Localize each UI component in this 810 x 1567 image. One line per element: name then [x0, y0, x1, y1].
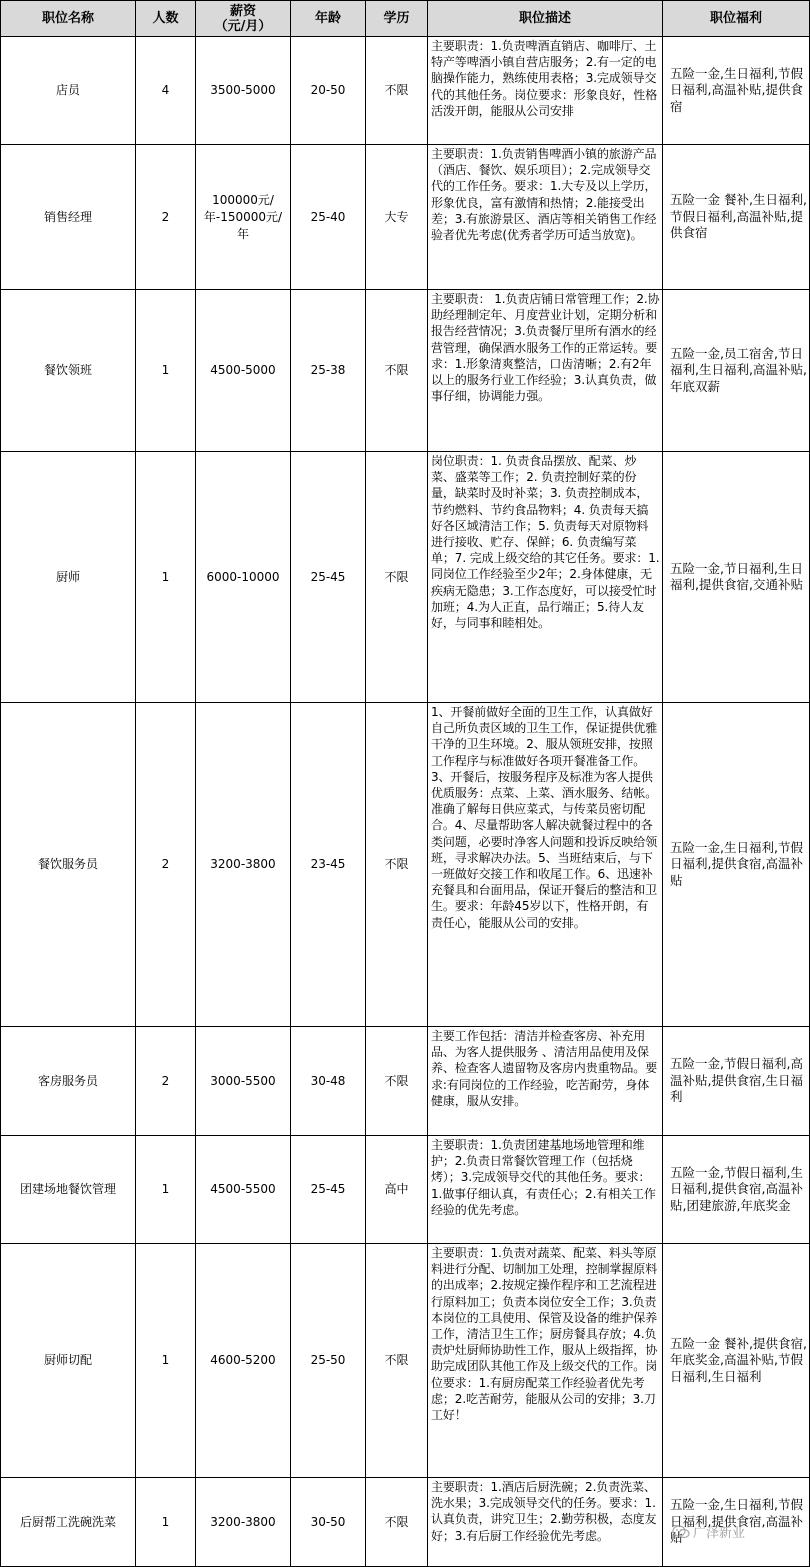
job-education: 不限 [366, 1478, 428, 1567]
job-name: 餐饮领班 [1, 290, 136, 452]
job-education: 大专 [366, 145, 428, 290]
job-description: 主要职责：1.负责对蔬菜、配菜、料头等原料进行分配、切制加工处理，控制掌握原料的出成率；2.按规定操作程序和工艺流程进行原料加工；负责本岗位安全工作；3.负责本岗位的工具使用、保管及设备的维护保养工作，清洁卫生工作；厨房餐具存放；4.负责炉灶厨师协助性工作，服从上级指挥，协助完成团队其他工作及上级交代的工作。岗位要求：1.有厨房配菜工作经验者优先考虑；2.吃苦耐劳，能服从公司的安排；3.刀工好！ [428, 1244, 663, 1478]
job-description: 主要职责：1.负责团建基地场地管理和维护；2.负责日常餐饮管理工作（包括烧烤）；3.完成领导交代的其他任务。要求：1.做事仔细认真，有责任心；2.有相关工作经验的优先考虑。 [428, 1136, 663, 1244]
job-benefits: 五险一金 餐补,生日福利,节假日福利,高温补贴,提供食宿 [663, 145, 810, 290]
table-row [1, 703, 810, 1027]
job-education: 高中 [366, 1136, 428, 1244]
job-name: 团建场地餐饮管理 [1, 1136, 136, 1244]
job-benefits: 五险一金,节日福利,生日福利,提供食宿,交通补贴 [663, 452, 810, 703]
job-salary: 3500-5000 [196, 37, 291, 145]
header-education: 学历 [366, 1, 428, 37]
job-age: 25-45 [291, 452, 366, 703]
job-count: 1 [136, 1244, 196, 1478]
job-name: 销售经理 [1, 145, 136, 290]
table-row [1, 452, 810, 703]
job-description: 主要职责：1.负责销售啤酒小镇的旅游产品（酒店、餐饮、娱乐项目）；2.完成领导交代的工作任务。要求：1.大专及以上学历，形象优良，富有激情和热情；2.能接受出差；3.有旅游景区、酒店等相关销售工作经验者优先考虑(优秀者学历可适当放宽)。 [428, 145, 663, 290]
job-name: 后厨帮工洗碗洗菜 [1, 1478, 136, 1567]
job-benefits: 五险一金,员工宿舍,节日福利,生日福利,高温补贴,年底双薪 [663, 290, 810, 452]
job-description: 1、开餐前做好全面的卫生工作，认真做好自己所负责区域的卫生工作，保证提供优雅干净的卫生环境。2、服从领班安排，按照工作程序与标准做好各项开餐准备工作。3、开餐后，按服务程序及标准为客人提供优质服务：点菜、上菜、酒水服务、结帐。准确了解每日供应菜式，与传菜员密切配合。4、尽量帮助客人解决就餐过程中的各类问题，必要时净客人问题和投诉反映给领班，寻求解决办法。5、当班结束后，与下一班做好交接工作和收尾工作。6、迅速补充餐具和台面用品，保证开餐后的整洁和卫生。要求：年龄45岁以下，性格开朗，有责任心，能服从公司的安排。 [428, 703, 663, 1027]
job-name: 厨师切配 [1, 1244, 136, 1478]
header-benefits: 职位福利 [663, 1, 810, 37]
job-age: 25-40 [291, 145, 366, 290]
job-description: 主要工作包括：清洁并检查客房、补充用品、为客人提供服务 、清洁用品使用及保养、检查客人遗留物及客房内贵重物品。要求:有同岗位的工作经验，吃苦耐劳，身体健康，服从安排。 [428, 1027, 663, 1136]
job-name: 店员 [1, 37, 136, 145]
job-age: 25-38 [291, 290, 366, 452]
job-salary: 4500-5000 [196, 290, 291, 452]
table-row [1, 1136, 810, 1244]
job-count: 2 [136, 703, 196, 1027]
table-row [1, 1244, 810, 1478]
table-row [1, 37, 810, 145]
job-salary: 4500-5500 [196, 1136, 291, 1244]
job-description: 岗位职责：1. 负责食品摆放、配菜、炒菜、盛菜等工作；2. 负责控制好菜的份量，缺菜时及时补菜；3. 负责控制成本，节约燃料、节约食品物料；4. 负责每天搞好各区域清洁工作；5. 负责每天对原物料进行接收、贮存、保鲜；6. 负责编写菜单；7. 完成上级交给的其它任务。要求：1.同岗位工作经验至少2年；2.身体健康，无疾病无隐患；3.工作态度好，可以接受忙时加班；4.为人正直，品行端正；5.待人友好，与同事和睦相处。 [428, 452, 663, 703]
table-row [1, 1027, 810, 1136]
job-benefits: 五险一金,节假日福利,高温补贴,提供食宿,生日福利 [663, 1027, 810, 1136]
job-name: 客房服务员 [1, 1027, 136, 1136]
wechat-bubble-icon [672, 1525, 690, 1539]
job-count: 4 [136, 37, 196, 145]
job-education: 不限 [366, 1027, 428, 1136]
job-salary: 3200-3800 [196, 1478, 291, 1567]
watermark-text: 广泽新业 [693, 1526, 746, 1541]
job-benefits: 五险一金,生日福利,节假日福利,高温补贴,提供食宿 [663, 37, 810, 145]
job-education: 不限 [366, 703, 428, 1027]
job-count: 1 [136, 1136, 196, 1244]
job-benefits: 五险一金,生日福利,节假日福利,提供食宿,高温补贴 [663, 1478, 810, 1567]
job-benefits: 五险一金,节假日福利,生日福利,提供食宿,高温补贴,团建旅游,年底奖金 [663, 1136, 810, 1244]
job-age: 25-50 [291, 1244, 366, 1478]
header-name: 职位名称 [1, 1, 136, 37]
job-count: 1 [136, 1478, 196, 1567]
job-description: 主要职责： 1.负责店铺日常管理工作；2.协助经理制定年、月度营业计划，定期分析和报告经营情况；3.负责餐厅里所有酒水的经营管理，确保酒水服务工作的正常运转。要求：1.形象清爽整洁，口齿清晰；2.有2年以上的服务行业工作经验；3.认真负责，做事仔细，协调能力强。 [428, 290, 663, 452]
job-education: 不限 [366, 452, 428, 703]
job-salary: 100000元/年-150000元/年 [196, 145, 291, 290]
job-education: 不限 [366, 37, 428, 145]
job-count: 1 [136, 452, 196, 703]
header-age: 年龄 [291, 1, 366, 37]
job-salary: 6000-10000 [196, 452, 291, 703]
job-description: 主要职责：1.负责啤酒直销店、咖啡厅、土特产等啤酒小镇自营店服务；2.有一定的电脑操作能力，熟练使用表格；3.完成领导交代的其他任务。岗位要求：形象良好，性格活泼开朗，能服从公司安排 [428, 37, 663, 145]
job-education: 不限 [366, 290, 428, 452]
job-name: 餐饮服务员 [1, 703, 136, 1027]
job-count: 2 [136, 1027, 196, 1136]
job-salary: 4600-5200 [196, 1244, 291, 1478]
header-row [1, 1, 810, 37]
job-salary: 3000-5500 [196, 1027, 291, 1136]
job-benefits: 五险一金 餐补,提供食宿,年底奖金,高温补贴,节假日福利,生日福利 [663, 1244, 810, 1478]
job-age: 20-50 [291, 37, 366, 145]
header-salary-line1: 薪资 [229, 3, 256, 19]
header-salary-line2: （元/月） [214, 18, 272, 34]
header-salary [196, 1, 291, 37]
job-description: 主要职责：1.酒店后厨洗碗；2.负责洗菜、洗水果；3.完成领导交代的任务。要求：1.认真负责，讲究卫生；2.勤劳积极，态度友好；3.有后厨工作经验优先考虑。 [428, 1478, 663, 1567]
job-salary: 3200-3800 [196, 703, 291, 1027]
job-age: 30-48 [291, 1027, 366, 1136]
job-benefits: 五险一金,生日福利,节假日福利,提供食宿,高温补贴 [663, 703, 810, 1027]
header-count: 人数 [136, 1, 196, 37]
job-education: 不限 [366, 1244, 428, 1478]
job-name: 厨师 [1, 452, 136, 703]
job-age: 30-50 [291, 1478, 366, 1567]
job-age: 25-45 [291, 1136, 366, 1244]
table-row [1, 145, 810, 290]
job-age: 23-45 [291, 703, 366, 1027]
job-count: 1 [136, 290, 196, 452]
table-row [1, 290, 810, 452]
header-description: 职位描述 [428, 1, 663, 37]
job-count: 2 [136, 145, 196, 290]
watermark [672, 1522, 745, 1541]
